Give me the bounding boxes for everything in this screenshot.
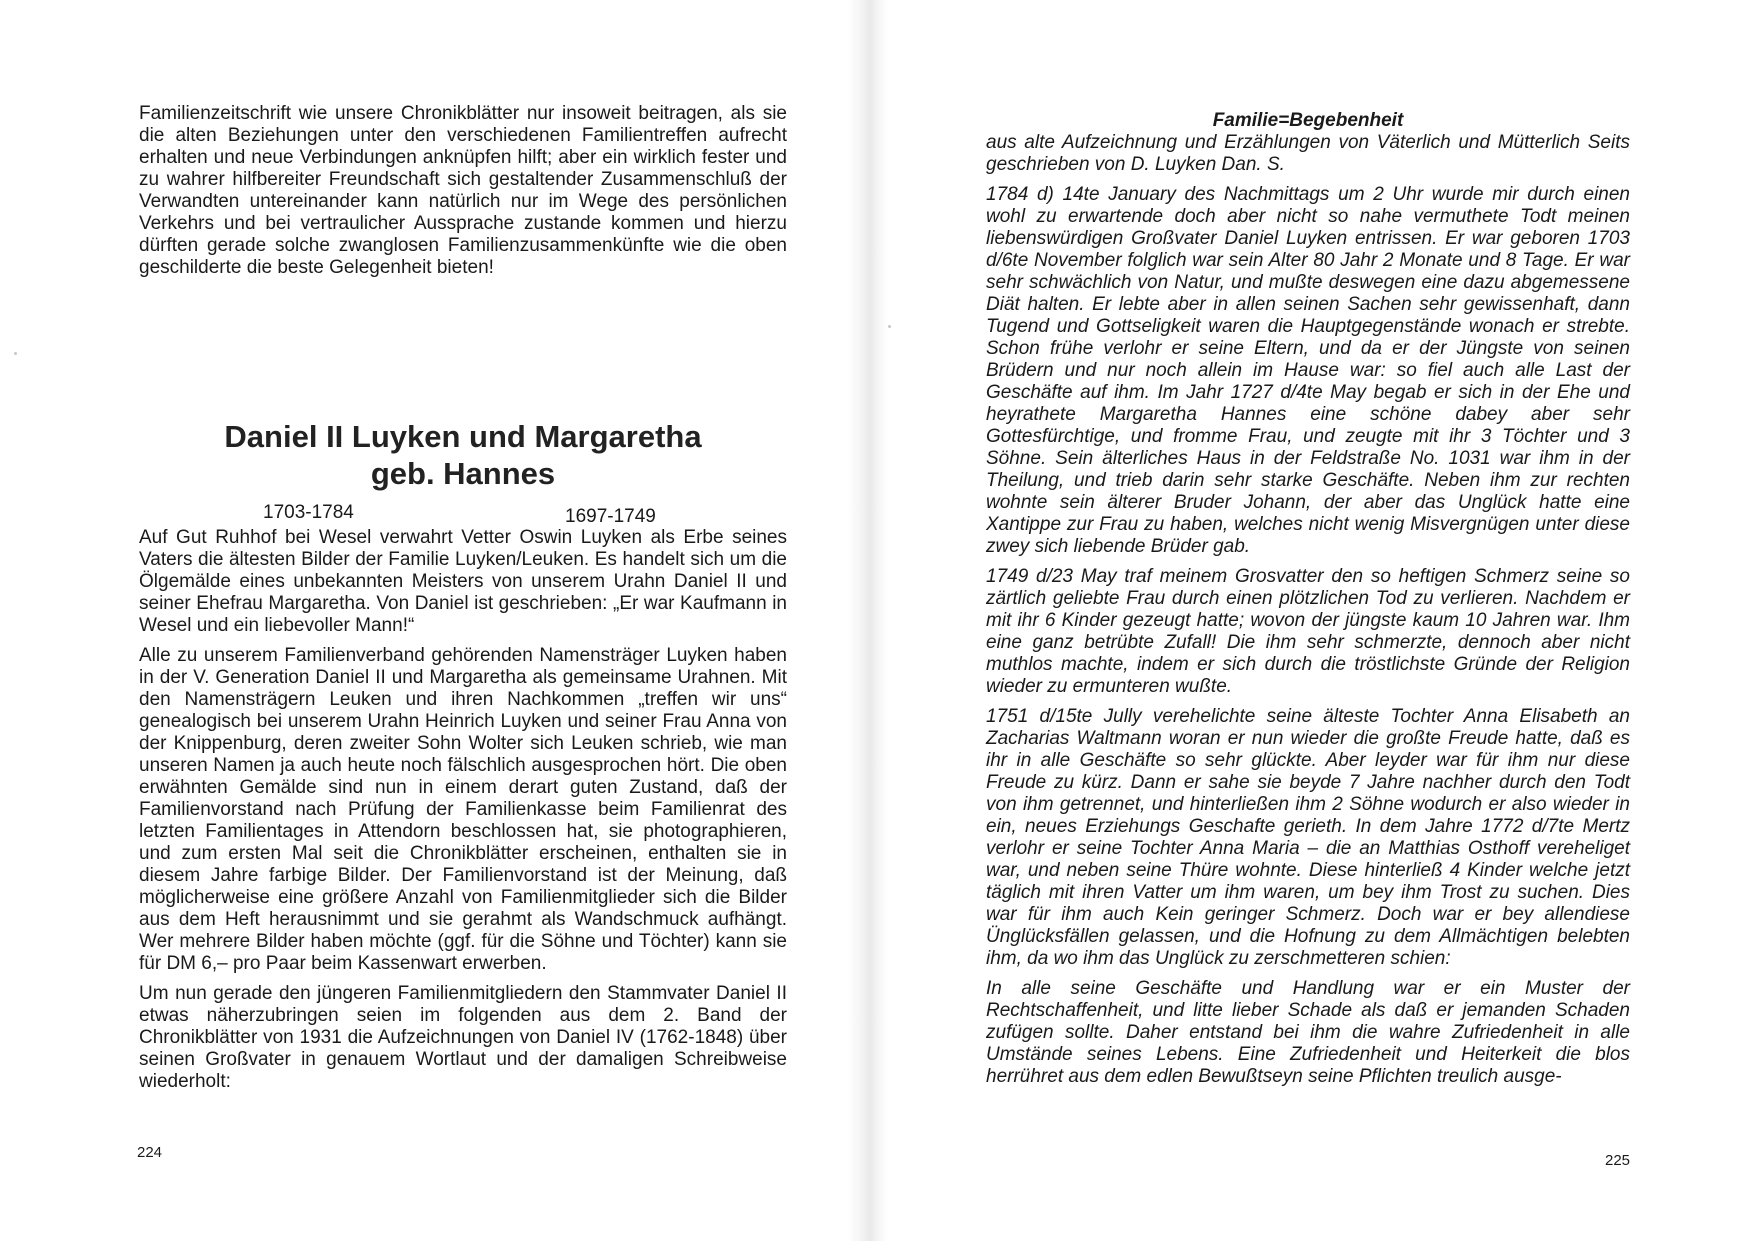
body-paragraph: Alle zu unserem Familienverband gehörenden Namensträger Luyken haben in der V. Generation Daniel II und Margaretha als gemeinsame Urahnen. Mit den Namensträgern Leuken und ihren Nachkommen „treffen wir uns“ genealogisch bei unserem Urahn Heinrich Luyken und seiner Frau Anna von der Knippenburg, deren zweiter Sohn Wolter sich Leuken schrieb, wie man unseren Namen ja auch heute noch fälschlich ausgesprochen hört. Die oben erwähnten Gemälde sind nun in einem derart guten Zustand, daß der Familienvorstand nach Prüfung der Familienkasse beim Familienrat des letzten Familientages in Attendorn beschlossen hat, sie photographieren, und zum ersten Mal seit die Chronikblätter erscheinen, enthalten sie in diesem Jahre farbige Bilder. Der Familienvorstand ist der Meinung, daß möglicherweise eine größere Anzahl von Familienmitglieder sich die Bilder aus dem Heft herausnimmt und sie gerahmt als Wandschmuck aufhängt. Wer mehrere Bilder haben möchte (ggf. für die Söhne und Töchter) kann sie für DM 6,– pro Paar beim Kassenwart erwerben.	[139, 645, 787, 974]
chronicle-paragraph: In alle seine Geschäfte und Handlung war er ein Muster der Rechtschaffenheit, und litte lieber Schade als daß er jemanden Schaden zufügen sollte. Daher entstand bei ihm die wahre Zufriedenheit in alle Umstände seines Lebens. Eine Zufriedenheit und Heiterkeit die blos herrühret aus dem edlen Bewußtseyn seine Pflichten treulich ausge-	[986, 978, 1630, 1087]
article-body	[139, 527, 787, 1101]
article-title	[139, 418, 787, 492]
page-number-left: 224	[137, 1144, 163, 1161]
page-number-right: 225	[1605, 1152, 1631, 1169]
intro-paragraph: Familienzeitschrift wie unsere Chronikblätter nur insoweit beitragen, als sie die alten Beziehungen unter den verschiedenen Familientreffen aufrecht erhalten und neue Verbindungen anknüpfen hilft; aber ein wirklich fester und zu wahrer hilfbereiter Freundschaft sich gestaltender Zusammenschluß der Verwandten untereinander kann natürlich nur im Wege des persönlichen Verkehrs und bei vertraulicher Aussprache zustande kommen und hierzu dürften gerade solche zwanglosen Familienzusammenkünfte wie die oben geschilderte die beste Gelegenheit bieten!	[139, 103, 787, 278]
body-paragraph: Auf Gut Ruhhof bei Wesel verwahrt Vetter Oswin Luyken als Erbe seines Vaters die ältesten Bilder der Familie Luyken/Leuken. Es handelt sich um die Ölgemälde eines unbekannten Meisters von unserem Urahn Daniel II und seiner Ehefrau Margaretha. Von Daniel ist geschrieben: „Er war Kaufmann in Wesel und ein liebevoller Mann!“	[139, 527, 787, 636]
paper-speck	[14, 352, 17, 355]
chronicle-paragraph: 1749 d/23 May traf meinem Grosvatter den so heftigen Schmerz seine so zärtlich geliebte Frau durch einen plötzlichen Tod zu verlieren. Nachdem er mit ihr 6 Kinder gezeugt hatte; wovon der jüngste kaum 10 Jahren war. Ihm eine ganz betrübte Zufall! Die ihm sehr schmerzte, dennoch aber nicht muthlos machte, indem er sich durch die tröstlichste Gründe der Religion wieder zu ermunteren wußte.	[986, 566, 1630, 697]
chronicle-text	[986, 110, 1630, 1096]
paper-speck	[888, 325, 891, 328]
chronicle-heading: Familie=Begebenheit	[1212, 110, 1404, 131]
chronicle-subheading: aus alte Aufzeichnung und Erzählungen von Väterlich und Mütterlich Seits geschrieben von D. Luyken Dan. S.	[986, 132, 1630, 175]
body-paragraph: Um nun gerade den jüngeren Familienmitgliedern den Stammvater Daniel II etwas näherzubringen seien im folgenden aus dem 2. Band der Chronikblätter von 1931 die Aufzeichnungen von Daniel IV (1762-1848) über seinen Großvater in genauem Wortlaut und der damaligen Schreibweise wiederholt:	[139, 983, 787, 1092]
article-title-line1: Daniel II Luyken und Margaretha	[224, 419, 702, 454]
right-page	[888, 0, 1754, 1241]
chronicle-paragraph: 1784 d) 14te January des Nachmittags um 2 Uhr wurde mir durch einen wohl zu erwartende doch aber nicht so nahe vermuthete Todt meinen liebenswürdigen Großvater Daniel Luyken entrissen. Er war geboren 1703 d/6te November folglich war sein Alter 80 Jahr 2 Monate und 8 Tage. Er war sehr schwächlich von Natur, und mußte deswegen eine dazu abgemessene Diät halten. Er lebte aber in allen seinen Sachen sehr gewissenhaft, dann Tugend und Gottseligkeit waren die Hauptgegenstände wonach er strebte. Schon frühe verlohr er seine Eltern, und da er der Jüngste von seinen Brüdern und nur noch allein im Hause war: so fiel auch alle Last der Geschäfte auf ihm. Im Jahr 1727 d/4te May begab er sich in der Ehe und heyrathete Margaretha Hannes eine schöne dabey aber sehr Gottesfürchtige, und fromme Frau, und zeugte mit ihr 3 Töchter und 3 Söhne. Sein älterliches Haus in der Feldstraße No. 1031 war ihm in der Theilung, und trieb darin sehr starke Geschäfte. Neben ihm zur rechten wohnte sein älterer Bruder Johann, der aber das Unglück hatte eine Xantippe zur Frau zu haben, welches nicht wenig Misvergnügen unter diese zwey sich liebende Brüder gab.	[986, 184, 1630, 557]
chronicle-paragraph: 1751 d/15te Jully verehelichte seine älteste Tochter Anna Elisabeth an Zacharias Waltmann woran er nun wieder die großte Freude hatte, daß es ihr in alle Geschäfte so sehr glückte. Aber leyder war für ihm nur diese Freude zu kürz. Dann er sahe sie beyde 7 Jahre nachher durch den Todt von ihm getrennet, und hinterließen ihm 2 Söhne wodurch er also wieder in ein, neues Erziehungs Geschafte gerieth. In dem Jahre 1772 d/7te Mertz verlohr er seine Tochter Anna Maria – die an Matthias Osthoff vereheliget war, und neben seine Thüre wohnte. Diese hinterließ 4 Kinder welche jetzt täglich mit ihren Vatter um ihm waren, um bey ihm Trost zu suchen. Dies war für ihm auch Kein geringer Schmerz. Doch war er bey allendiese Ünglücksfällen gelassen, und die Hofnung zu dem Allmächtigen belebten ihm, da wo ihm das Unglück zu zerschmetteren schien:	[986, 706, 1630, 969]
left-page	[0, 0, 848, 1241]
book-gutter	[848, 0, 888, 1241]
dates-margaretha: 1697-1749	[565, 506, 656, 527]
dates-daniel: 1703-1784	[263, 502, 354, 523]
article-title-line2: geb. Hannes	[370, 456, 556, 491]
